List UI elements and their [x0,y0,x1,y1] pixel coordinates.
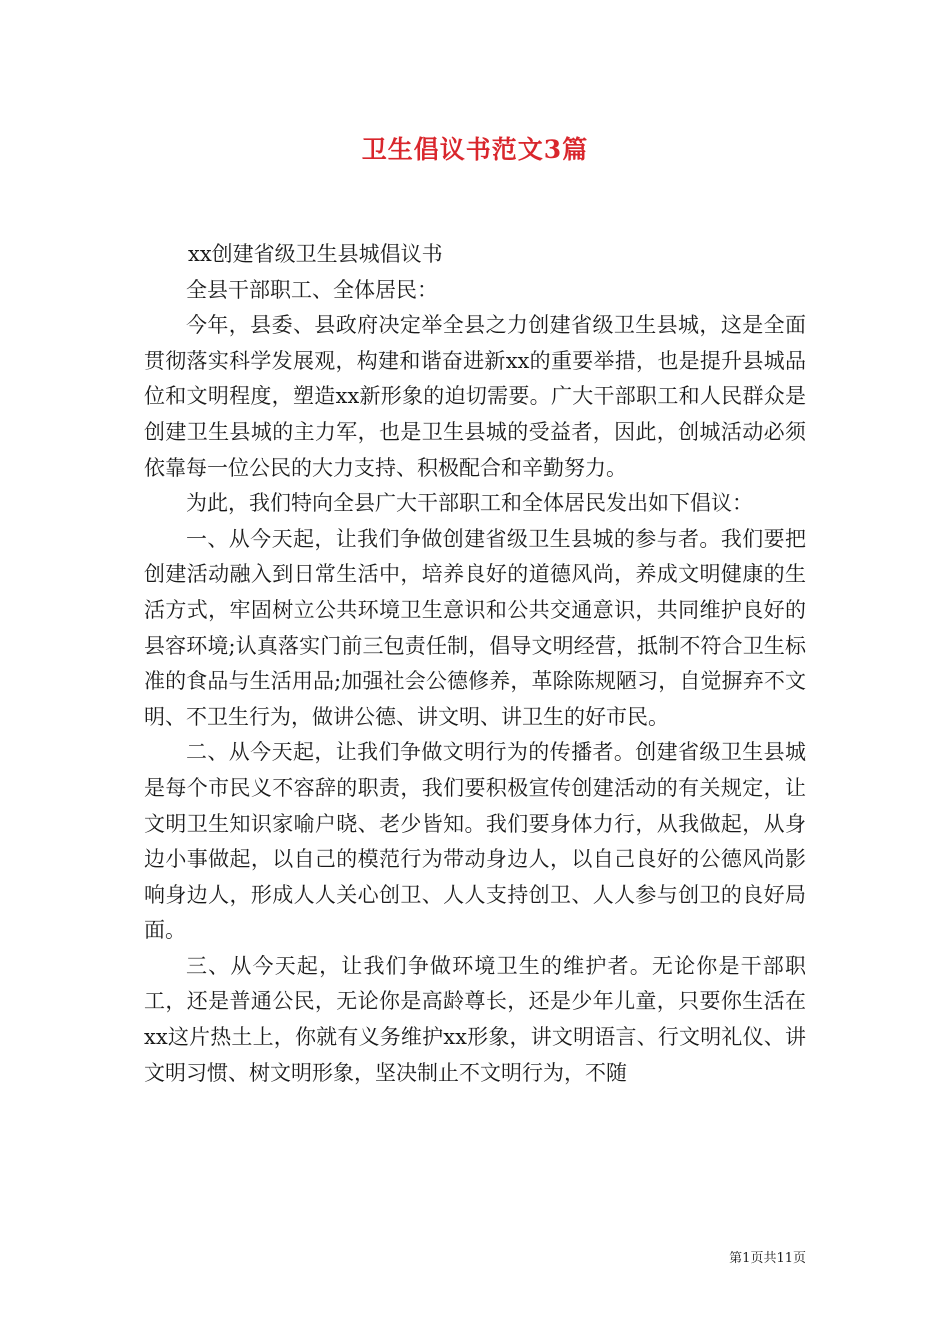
page-title: 卫生倡议书范文3篇 [361,135,589,164]
page-number: 第1页共11页 [729,1251,806,1266]
proposal-lead-paragraph: 为此，我们特向全县广大干部职工和全体居民发出如下倡议： [186,491,753,516]
proposal-item-2: 二、从今天起，让我们争做文明行为的传播者。创建省级卫生县城是每个市民义不容辞的职责，我们要积极宣传创建活动的有关规定，让文明卫生知识家喻户晓、老少皆知。我们要身体力行，从我做起，从身边小事做起，以自己的模范行为带动身边人，以自己良好的公德风尚影响身边人，形成人人关心创卫、人人支持创卫、人人参与创卫的良好局面。 [144,740,806,943]
document-subtitle: xx创建省级卫生县城倡议书 [188,242,443,266]
salutation-paragraph: 全县干部职工、全体居民： [186,277,438,302]
proposal-item-1: 一、从今天起，让我们争做创建省级卫生县城的参与者。我们要把创建活动融入到日常生活中，培养良好的道德风尚，养成文明健康的生活方式，牢固树立公共环境卫生意识和公共交通意识，共同维护良好的县容环境;认真落实门前三包责任制，倡导文明经营，抵制不符合卫生标准的食品与生活用品;加强社会公德修养，革除陈规陋习，自觉摒弃不文明、不卫生行为，做讲公德、讲文明、讲卫生的好市民。 [144,526,806,729]
proposal-item-3: 三、从今天起，让我们争做环境卫生的维护者。无论你是干部职工，还是普通公民，无论你是高龄尊长，还是少年儿童，只要你生活在xx这片热土上，你就有义务维护xx形象，讲文明语言、行文明礼仪、讲文明习惯、树文明形象，坚决制止不文明行为，不随 [144,953,806,1085]
intro-paragraph: 今年，县委、县政府决定举全县之力创建省级卫生县城，这是全面贯彻落实科学发展观，构建和谐奋进新xx的重要举措，也是提升县城品位和文明程度，塑造xx新形象的迫切需要。广大干部职工和人民群众是创建卫生县城的主力军，也是卫生县城的受益者，因此，创城活动必须依靠每一位公民的大力支持、积极配合和辛勤努力。 [144,313,806,480]
document-body [144,237,806,1091]
